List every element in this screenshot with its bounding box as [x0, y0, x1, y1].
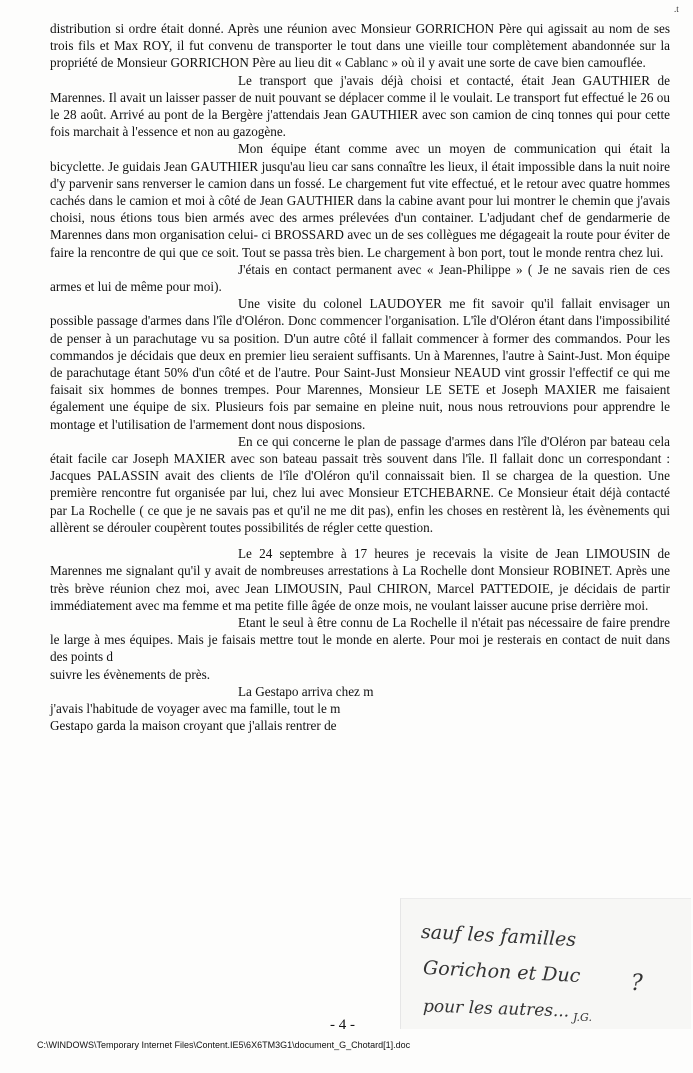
paragraph: Le 24 septembre à 17 heures je recevais la visite de Jean LIMOUSIN de Marennes me signalant qu'il y avait de nombreuses arrestations à La Rochelle dont Monsieur ROBINET. Après une très brève réunion chez moi, avec Jean LIMOUSIN, Paul CHIRON, Marcel PATTEDOIE, je décidais de partir immédiatement avec ma femme et ma petite fille âgée de onze mois, ne voulant laisser aucune prise derrière moi.	[50, 546, 670, 613]
paragraph: En ce qui concerne le plan de passage d'armes dans l'île d'Oléron par bateau cela était facile car Joseph MAXIER avec son bateau passait très souvent dans l'île. Il fallait donc un correspondant : Jacques PALASSIN avait des clients de l'île d'Oléron qu'il connaissait bien. Il se chargea de la question. Une première rencontre fut organisée par lui, chez lui avec Monsieur ETCHEBARNE. Ce Monsieur était déjà contacté par La Rochelle ( ce que je ne savais pas et qu'il ne me dit pas), enfin les choses en restèrent là, les évènements qui allèrent se dérouler coupèrent toutes possibilités de régler cette question.	[50, 433, 670, 535]
note-initials: J.G.	[573, 1011, 592, 1024]
body-text	[50, 20, 670, 734]
note-line: Gorichon et Duc	[422, 956, 581, 988]
paragraph: distribution si ordre était donné. Après une réunion avec Monsieur GORRICHON Père qui agissait au nom de ses trois fils et Max ROY, il fut convenu de transporter le tout dans une vieille tour complètement abandonnée sur la propriété de Monsieur GORRICHON Père au lieu dit « Cablanc » où il y avait une sorte de cave bien camouflée.	[50, 21, 670, 71]
handwritten-note	[400, 898, 691, 1029]
paragraph: Etant le seul à être connu de La Rochelle il n'était pas nécessaire de faire prendre le large à mes équipes. Mais je faisais mettre tout le monde en alerte. Pour moi je resterais en contact de nuit dans des points d	[50, 614, 670, 665]
paragraph: Gestapo garda la maison croyant que j'allais rentrer de	[50, 718, 337, 734]
paragraph: j'avais l'habitude de voyager avec ma famille, tout le m	[50, 700, 341, 716]
corner-mark: .t	[674, 4, 679, 14]
page-number: - 4 -	[330, 1017, 355, 1033]
paragraph: Mon équipe étant comme avec un moyen de communication qui était la bicyclette. Je guidais Jean GAUTHIER jusqu'au lieu car sans connaître les lieux, il était impossible dans la nuit noire d'y parvenir sans renverser le camion dans un fossé. Le chargement fut vite effectué, et le retour avec quatre hommes cachés dans le camion et moi à côté de Jean GAUTHIER dans la cabine avant pour lui montrer le chemin que j'avais choisi, nous étions tous bien armés avec des armes prélevées d'un container. L'adjudant chef de gendarmerie de Marennes dans mon organisation celui- ci BROSSARD avec un de ses collègues me dégageait la route pour éviter de faire la rencontre de qui que ce soit. Tout se passa très bien. Le chargement à bon port, tout le monde rentra chez lui.	[50, 141, 670, 260]
note-line: sauf les familles	[420, 920, 577, 952]
paragraph: Le transport que j'avais déjà choisi et contacté, était Jean GAUTHIER de Marennes. Il avait un laisser passer de nuit pouvant se déplacer comme il le voulait. Le transport fut effectué le 26 ou le 28 août. Arrivé au pont de la Bergère j'attendais Jean GAUTHIER avec son camion de cinq tonnes qui pour cette fois marchait à l'essence et non au gazogène.	[50, 72, 670, 140]
note-question-mark: ?	[631, 971, 643, 996]
file-path: C:\WINDOWS\Temporary Internet Files\Content.IE5\6X6TM3G1\document_G_Chotard[1].doc	[37, 1040, 411, 1050]
paragraph: J'étais en contact permanent avec « Jean-Philippe » ( Je ne savais rien de ces armes et lui de même pour moi).	[50, 261, 670, 295]
note-line: pour les autres...	[422, 996, 570, 1022]
paragraph: Une visite du colonel LAUDOYER me fit savoir qu'il fallait envisager un possible passage d'armes dans l'île d'Oléron. Donc commencer l'organisation. L'île d'Oléron étant dans l'impossibilité de penser à un parachutage vu sa position. D'un autre côté il fallait commencer à former des commandos. Pour les commandos je décidais que deux en premier lieu seraient suffisants. Un à Marennes, l'autre à Saint-Just. Mon équipe de parachutage étant 50% d'un côté et de l'autre. Pour Saint-Just Monsieur NEAUD vint grossir l'effectif ce qui me faisait six hommes de bonnes trempes. Pour Marennes, Monsieur LE SETE et Joseph MAXIER me faisaient également une équipe de six. Plusieurs fois par semaine en pleine nuit, nous nous retrouvions pour apprendre le montage et l'utilisation de l'armement dont nous disposions.	[50, 296, 670, 432]
paragraph: La Gestapo arriva chez m	[238, 683, 374, 699]
paragraph: suivre les évènements de près.	[50, 666, 211, 682]
